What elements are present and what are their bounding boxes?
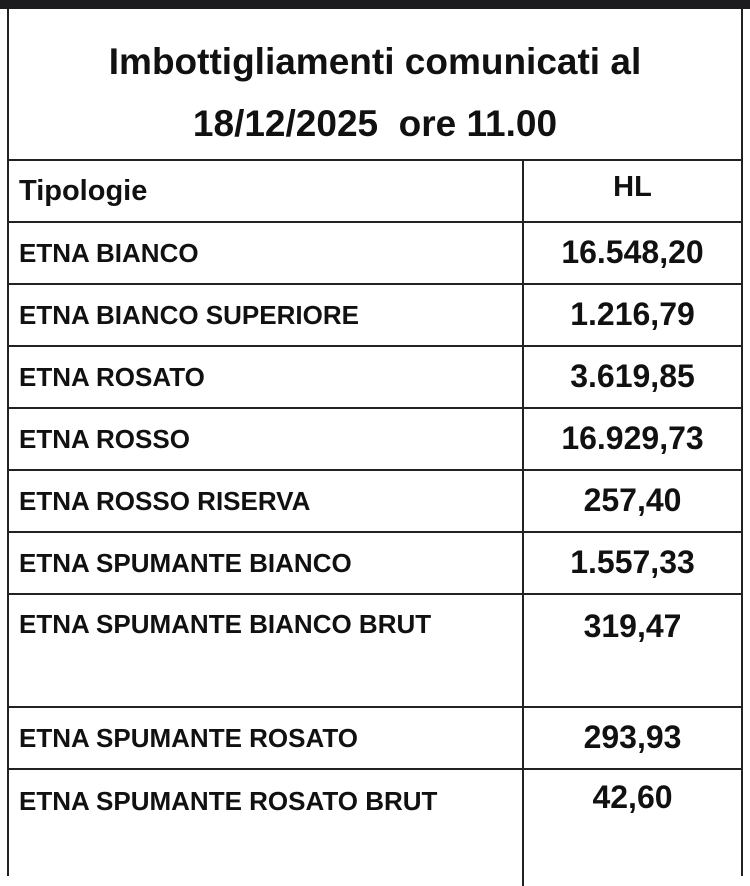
table-row	[9, 222, 741, 284]
row-value: 1.557,33	[523, 532, 741, 594]
row-name: ETNA SPUMANTE BIANCO BRUT	[9, 594, 523, 707]
header-tipologie: Tipologie	[9, 161, 523, 222]
report-title	[9, 9, 741, 161]
title-line-1: Imbottigliamenti comunicati al	[108, 41, 642, 82]
row-name: ETNA SPUMANTE ROSATO	[9, 707, 523, 769]
row-name: ETNA BIANCO SUPERIORE	[9, 284, 523, 346]
row-name: ETNA ROSSO	[9, 408, 523, 470]
table-row	[9, 408, 741, 470]
row-value: 3.619,85	[523, 346, 741, 408]
table-row	[9, 284, 741, 346]
row-value: 257,40	[523, 470, 741, 532]
row-value: 319,47	[523, 594, 741, 707]
bottling-table	[9, 161, 741, 886]
title-line-2: 18/12/2025 ore 11.00	[192, 103, 558, 144]
table-row	[9, 346, 741, 408]
row-name: ETNA ROSATO	[9, 346, 523, 408]
top-bar	[0, 0, 750, 9]
row-name: ETNA SPUMANTE ROSATO BRUT	[9, 769, 523, 886]
header-hl: HL	[523, 161, 741, 222]
table-row	[9, 532, 741, 594]
row-value: 16.929,73	[523, 408, 741, 470]
row-name: ETNA BIANCO	[9, 222, 523, 284]
table-header-row	[9, 161, 741, 222]
row-name: ETNA ROSSO RISERVA	[9, 470, 523, 532]
row-value: 1.216,79	[523, 284, 741, 346]
table-row	[9, 769, 741, 886]
table-row	[9, 594, 741, 707]
row-value: 16.548,20	[523, 222, 741, 284]
table-row	[9, 707, 741, 769]
report-sheet	[7, 9, 743, 876]
row-value: 293,93	[523, 707, 741, 769]
row-name: ETNA SPUMANTE BIANCO	[9, 532, 523, 594]
row-value: 42,60	[592, 779, 673, 815]
table-row	[9, 470, 741, 532]
